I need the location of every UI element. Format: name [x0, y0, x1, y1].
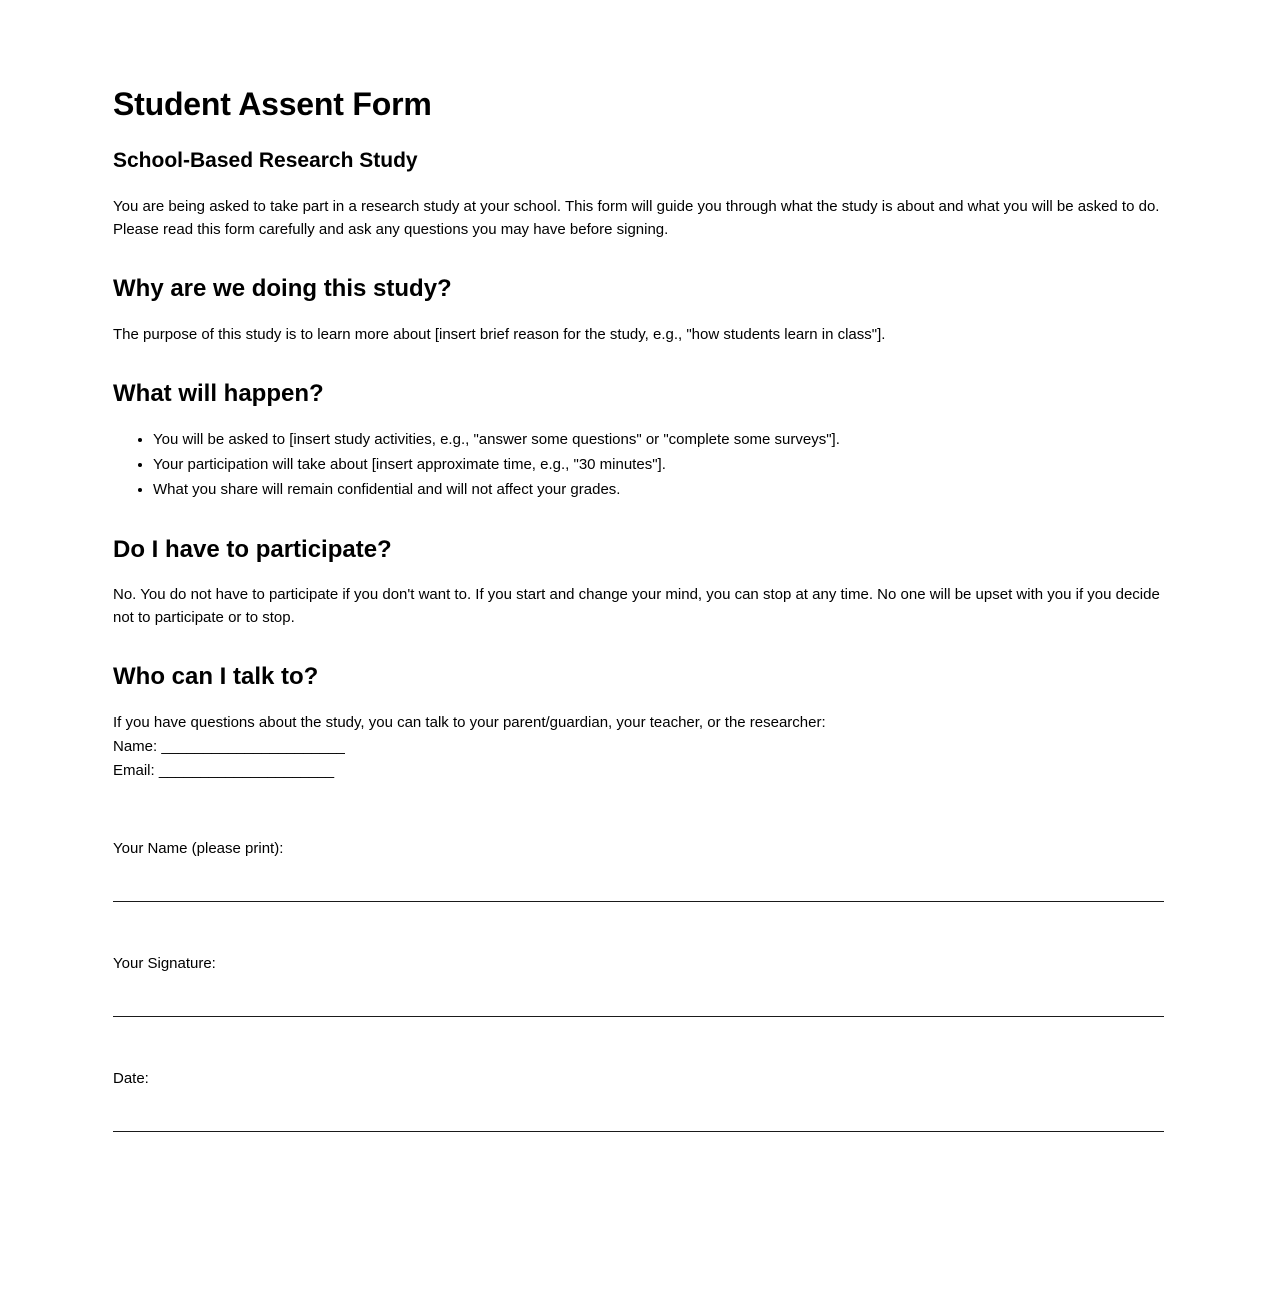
signature-section	[113, 837, 1165, 1132]
signature-write-line[interactable]	[113, 1016, 1164, 1017]
researcher-name-label: Name:	[113, 738, 162, 756]
section-heading-participate: Do I have to participate?	[113, 535, 392, 563]
researcher-email-blank[interactable]: _____________________	[158, 762, 335, 780]
researcher-name-blank[interactable]: ______________________	[161, 738, 345, 756]
contact-paragraph: If you have questions about the study, you can talk to your parent/guardian, your teacher, or the researcher:	[113, 714, 826, 732]
signature-field-label: Date:	[113, 1070, 149, 1088]
signature-write-line[interactable]	[113, 901, 1164, 902]
contact-block	[113, 711, 1165, 783]
section-heading-what: What will happen?	[113, 379, 324, 407]
signature-field-date	[113, 1067, 1165, 1132]
researcher-name-line	[113, 735, 1165, 759]
list-item: • You will be asked to [insert study activities, e.g., "answer some questions" or "complete some surveys"].	[153, 428, 1165, 452]
signature-field-label: Your Name (please print):	[113, 840, 284, 858]
section-paragraph-why: The purpose of this study is to learn more about [insert brief reason for the study, e.g., "how students learn in class"].	[113, 325, 886, 343]
document-subtitle: School-Based Research Study	[113, 148, 418, 172]
list-item: • What you share will remain confidential and will not affect your grades.	[153, 478, 1165, 502]
intro-paragraph: You are being asked to take part in a research study at your school. This form will guide you through what the study is about and what you will be asked to do. Please read this form carefully and ask any questions you may have before signing.	[113, 197, 1160, 238]
section-heading-contact: Who can I talk to?	[113, 663, 319, 691]
researcher-email-label: Email:	[113, 762, 159, 780]
signature-write-line[interactable]	[113, 1131, 1164, 1132]
page-title: Student Assent Form	[113, 86, 432, 122]
what-will-happen-list	[113, 428, 1165, 502]
signature-field-label: Your Signature:	[113, 955, 216, 973]
section-heading-why: Why are we doing this study?	[113, 274, 452, 302]
signature-field-signature	[113, 952, 1165, 1017]
signature-field-name	[113, 837, 1165, 902]
document-content	[113, 86, 1165, 1132]
researcher-email-line	[113, 759, 1165, 783]
list-item: • Your participation will take about [insert approximate time, e.g., "30 minutes"].	[153, 453, 1165, 477]
section-paragraph-participate: No. You do not have to participate if you don't want to. If you start and change your mind, you can stop at any time. No one will be upset with you if you decide not to participate or to stop.	[113, 586, 1160, 627]
